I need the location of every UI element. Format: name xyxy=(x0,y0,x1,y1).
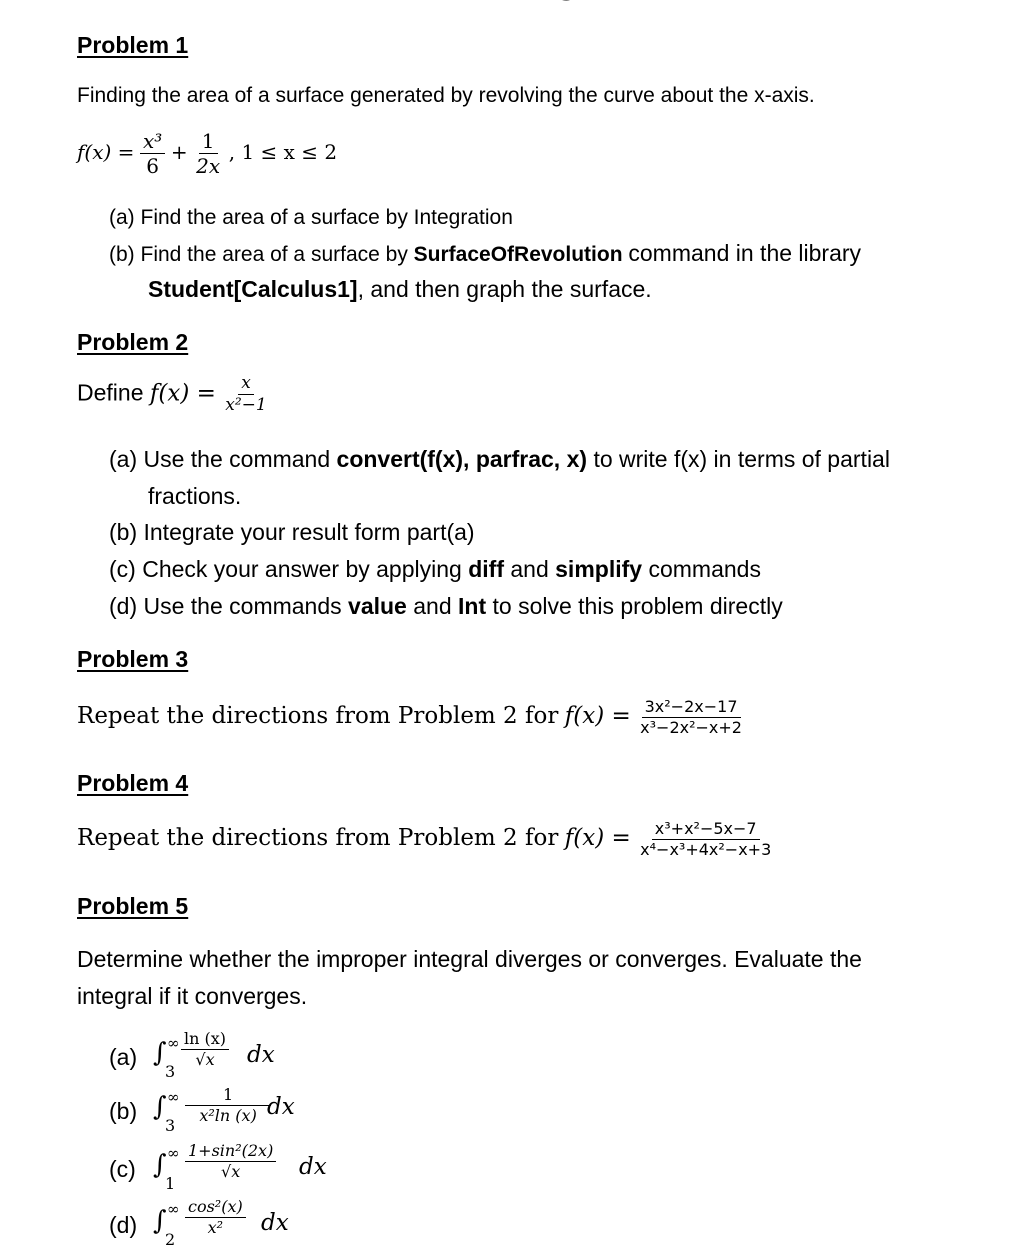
problem-2-part-c: (c) Check your answer by applying diff and simplify commands xyxy=(109,556,761,582)
fraction-f: $\frac{x}{\text{x²−1}}$ xyxy=(225,373,267,415)
problem-2-heading: Problem 2 xyxy=(77,329,189,355)
cropped-title-fragment xyxy=(470,0,580,6)
command-surfaceofrevolution: SurfaceOfRevolution xyxy=(413,243,623,266)
fraction-term1: $\frac{\text{x³}}{6}$ xyxy=(140,130,165,177)
problem-2-part-a: (a) Use the command convert(f(x), parfrac, x) to write f(x) in terms of partial xyxy=(109,446,890,472)
problem-1-part-b-cont: Student[Calculus1], and then graph the surface. xyxy=(148,276,652,302)
command-int: Int xyxy=(458,593,487,619)
integral-b: (b) ∫ ∞ 3 $\frac{1}{\text{x²ln (x)}}$ dx xyxy=(109,1085,295,1135)
integral-a: (a) ∫ ∞ 3 $\frac{\ln (x)}{√x}$ dx xyxy=(109,1029,275,1081)
command-value: value xyxy=(348,593,407,619)
problem-2-part-a-cont: fractions. xyxy=(148,483,242,509)
problem-5-heading: Problem 5 xyxy=(77,893,189,919)
problem-1-heading: Problem 1 xyxy=(77,32,189,58)
problem-4-body: Repeat the directions from Problem 2 for f(x) = $\frac{\text{x³+x²−5x−7}}{\text{x⁴−x³+4x²−x+3}}$ xyxy=(77,820,774,858)
command-simplify: simplify xyxy=(555,556,643,582)
problem-2-define: Define f(x) = $\frac{x}{\text{x²−1}}$ xyxy=(77,374,270,414)
library-name: Student[Calculus1] xyxy=(148,276,358,302)
function-lhs: f(x) = xyxy=(77,139,135,164)
command-convert: convert(f(x), parfrac, x) xyxy=(336,446,588,472)
fraction-p3: $\frac{\text{3x²−2x−17}}{\text{x³−2x²−x+2}}$ xyxy=(640,697,742,737)
problem-3-heading: Problem 3 xyxy=(77,646,189,672)
problem-1-part-b: (b) Find the area of a surface by SurfaceOfRevolution command in the library xyxy=(109,240,862,266)
problem-5-line2: integral if it converges. xyxy=(77,983,308,1009)
command-diff: diff xyxy=(468,556,504,582)
problem-2-part-d: (d) Use the commands value and Int to solve this problem directly xyxy=(109,593,783,619)
integral-c: (c) ∫ ∞ 1 $\frac{\text{1+sin²(2x)}}{√x}$ dx xyxy=(109,1141,327,1193)
problem-1-part-a: (a) Find the area of a surface by Integration xyxy=(109,206,513,229)
function-domain: , 1 ≤ x ≤ 2 xyxy=(228,139,338,164)
problem-3-body: Repeat the directions from Problem 2 for f(x) = $\frac{\text{3x²−2x−17}}{\text{x³−2x²−x+2}}$ xyxy=(77,698,745,736)
problem-2-part-b: (b) Integrate your result form part(a) xyxy=(109,519,475,545)
fraction-p4: $\frac{\text{x³+x²−5x−7}}{\text{x⁴−x³+4x²−x+3}}$ xyxy=(640,819,772,859)
problem-1-function xyxy=(77,130,337,177)
problem-1-intro: Finding the area of a surface generated by revolving the curve about the x-axis. xyxy=(77,84,815,107)
plus-sign: + xyxy=(170,139,188,164)
integral-d: (d) ∫ ∞ 2 $\frac{\text{cos²(x)}}{\text{x²}}$ dx xyxy=(109,1197,289,1249)
problem-5-line1: Determine whether the improper integral diverges or converges. Evaluate the xyxy=(77,946,862,972)
problem-4-heading: Problem 4 xyxy=(77,770,189,796)
fraction-term2: $\frac{1}{2x}$ xyxy=(196,129,221,178)
